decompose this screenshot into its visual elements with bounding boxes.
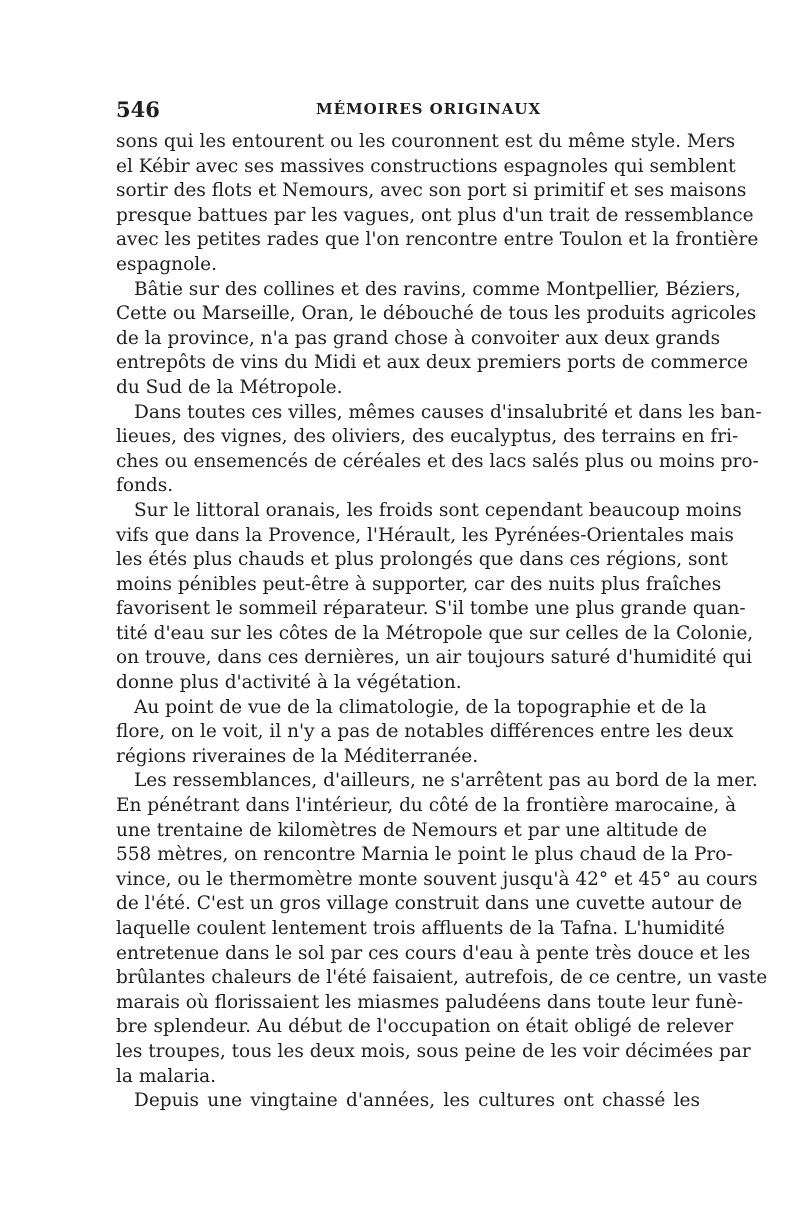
text-line: favorisent le sommeil réparateur. S'il tombe une plus grande quan- <box>116 598 746 620</box>
text-line: presque battues par les vagues, ont plus d'un trait de ressemblance <box>116 204 754 226</box>
text-line: Sur le littoral oranais, les froids sont cependant beaucoup moins <box>134 499 742 521</box>
text-line: les troupes, tous les deux mois, sous peine de les voir décimées par <box>116 1040 751 1062</box>
text-line: donne plus d'activité à la végétation. <box>116 672 462 694</box>
running-head: MÉMOIRES ORIGINAUX <box>316 100 542 118</box>
text-line: brûlantes chaleurs de l'été faisaient, autrefois, de ce centre, un vaste <box>116 967 768 989</box>
page-number: 546 <box>116 97 160 122</box>
text-line: lieues, des vignes, des oliviers, des eucalyptus, des terrains en fri- <box>116 426 739 448</box>
text-line: entretenue dans le sol par ces cours d'eau à pente très douce et les <box>116 942 751 964</box>
text-line: vifs que dans la Provence, l'Hérault, les Pyrénées-Orientales mais <box>116 524 734 546</box>
text-line: vince, ou le thermomètre monte souvent jusqu'à 42° et 45° au cours <box>116 868 758 890</box>
text-line: fonds. <box>116 475 174 497</box>
text-line: Depuis une vingtaine d'années, les cultures ont chassé les <box>134 1090 700 1112</box>
text-line: du Sud de la Métropole. <box>116 376 343 398</box>
text-line: espagnole. <box>116 253 217 275</box>
text-line: Les ressemblances, d'ailleurs, ne s'arrêtent pas au bord de la mer. <box>134 770 758 792</box>
text-line: de la province, n'a pas grand chose à convoiter aux deux grands <box>116 327 721 349</box>
text-line: Bâtie sur des collines et des ravins, comme Montpellier, Béziers, <box>134 278 741 300</box>
text-line: moins pénibles peut-être à supporter, car des nuits plus fraîches <box>116 573 722 595</box>
text-line: Cette ou Marseille, Oran, le débouché de tous les produits agricoles <box>116 303 757 325</box>
text-line: En pénétrant dans l'intérieur, du côté de la frontière marocaine, à <box>116 795 737 817</box>
text-line: régions riveraines de la Méditerranée. <box>116 745 479 767</box>
text-line: marais où florissaient les miasmes paludéens dans toute leur funè- <box>116 991 744 1013</box>
text-line: sortir des flots et Nemours, avec son port si primitif et ses maisons <box>116 180 747 202</box>
text-line: de l'été. C'est un gros village construit dans une cuvette autour de <box>116 893 743 915</box>
body-text <box>116 130 768 1114</box>
text-line: une trentaine de kilomètres de Nemours et par une altitude de <box>116 819 708 841</box>
text-line: Dans toutes ces villes, mêmes causes d'insalubrité et dans les ban- <box>134 401 762 423</box>
text-line: 558 mètres, on rencontre Marnia le point le plus chaud de la Pro- <box>116 844 733 866</box>
text-line: sons qui les entourent ou les couronnent est du même style. Mers <box>116 131 736 152</box>
text-line: tité d'eau sur les côtes de la Métropole que sur celles de la Colonie, <box>116 622 754 644</box>
text-line: laquelle coulent lentement trois affluents de la Tafna. L'humidité <box>116 918 725 939</box>
text-line: entrepôts de vins du Midi et aux deux premiers ports de commerce <box>116 352 749 374</box>
text-line: la malaria. <box>116 1065 217 1087</box>
text-line: flore, on le voit, il n'y a pas de notables différences entre les deux <box>116 721 734 743</box>
text-line: el Kébir avec ses massives constructions espagnoles qui semblent <box>116 155 736 177</box>
text-line: bre splendeur. Au début de l'occupation on était obligé de relever <box>116 1016 734 1038</box>
text-line: les étés plus chauds et plus prolongés que dans ces régions, sont <box>116 549 728 571</box>
text-line: avec les petites rades que l'on rencontre entre Toulon et la frontière <box>116 229 759 251</box>
text-line: ches ou ensemencés de céréales et des lacs salés plus ou moins pro- <box>116 450 759 472</box>
text-line: on trouve, dans ces dernières, un air toujours saturé d'humidité qui <box>116 647 753 669</box>
page-header <box>116 97 696 127</box>
text-line: Au point de vue de la climatologie, de la topographie et de la <box>134 696 707 718</box>
